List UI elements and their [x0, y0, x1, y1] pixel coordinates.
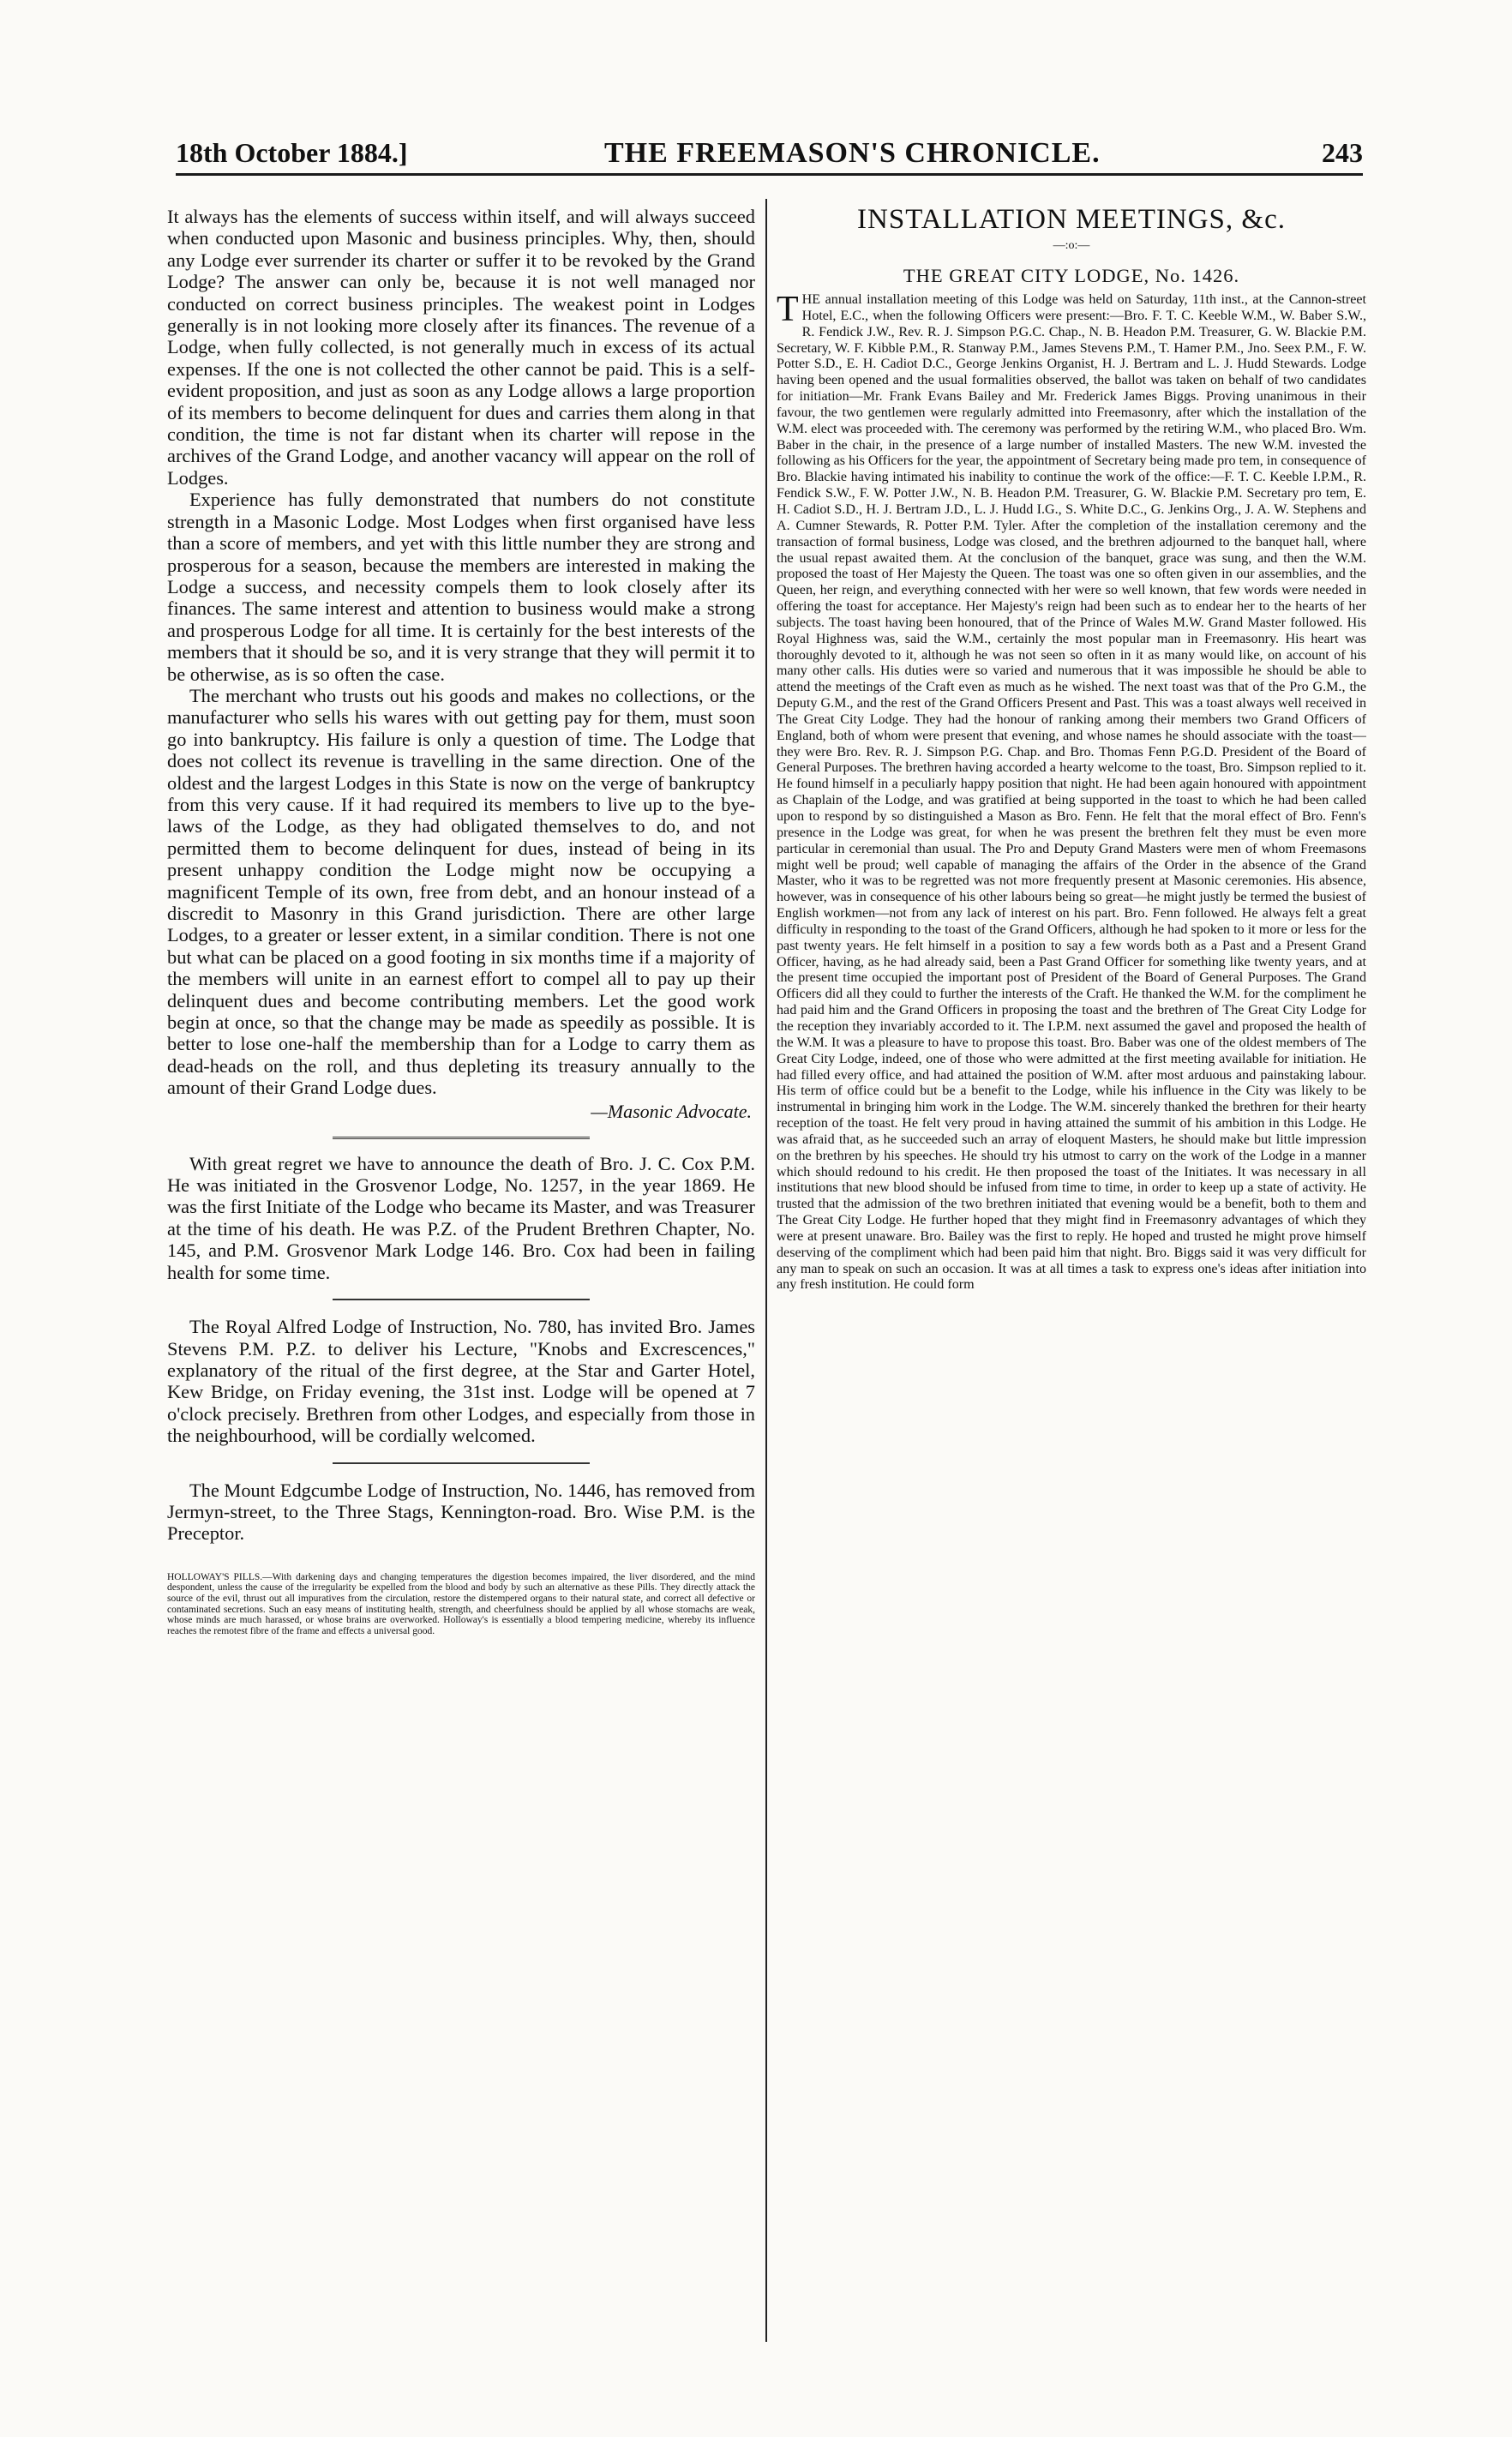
drop-cap: T — [777, 290, 799, 329]
page-header — [176, 137, 1363, 176]
lodge-subheading: THE GREAT CITY LODGE, No. 1426. — [903, 265, 1240, 286]
article-attribution: —Masonic Advocate. — [591, 1100, 752, 1122]
report-text: HE annual installation meeting of this Lodge was held on Saturday, 11th inst., at the Cannon-street Hotel, E.C., when the following Officers were present:—Bro. F. T. C. Keeble W.M., W. Baber S.W., R. Fendick J.W., Rev. R. J. Simpson P.G.C. Chap., N. B. Headon P.M. Treasurer, G. W. Blackie P.M. Secretary, W. F. Kibble P.M., R. Stanway P.M., James Stevens P.M., T. Hamer P.M., Jno. Seex P.M., F. W. Potter S.D., E. H. Cadiot D.C., George Jenkins Organist, H. J. Bertram and L. J. Hudd Stewards. Lodge having been opened and the usual formalities observed, the ballot was taken on behalf of two candidates for initiation—Mr. Frank Evans Bailey and Mr. Frederick James Biggs. Proving unanimous in their favour, the two gentlemen were regularly admitted into Freemasonry, after which the installation of the W.M. elect was proceeded with. The ceremony was performed by the retiring W.M., who placed Bro. Wm. Baber in the chair, in the presence of a large number of installed Masters. The new W.M. invested the following as his Officers for the year, the appointment of Secretary being made pro tem, in consequence of Bro. Blackie having intimated his inability to continue the work of the office:—F. T. C. Keeble I.P.M., R. Fendick S.W., F. W. Potter J.W., N. B. Headon P.M. Treasurer, G. W. Blackie P.M. Secretary pro tem, E. H. Cadiot S.D., H. J. Bertram J.D., L. J. Hudd I.G., S. White D.C., G. Jenkins Org., J. A. W. Stephens and A. Cumner Stewards, R. Potter P.M. Tyler. After the completion of the installation ceremony and the transaction of formal business, Lodge was closed, and the brethren adjourned to the banquet hall, where the usual repast awaited them. At the conclusion of the banquet, grace was sung, and then the W.M. proposed the toast of Her Majesty the Queen. The toast was one so often given in our assemblies, and the Queen, her reign, and everything connected with her were so well known, that few words were needed in offering the toast for acceptance. Her Majesty's reign had been such as to endear her to the hearts of her subjects. The toast having been honoured, that of the Prince of Wales M.W. Grand Master followed. His Royal Highness was, said the W.M., certainly the most popular man in Freemasonry. His heart was thoroughly devoted to it, although he was not seen so often in it as many would like, on account of his many other calls. His duties were so varied and numerous that it was impossible he should be able to attend the meetings of the Craft even as much as he wished. The next toast was that of the Pro G.M., the Deputy G.M., and the rest of the Grand Officers Present and Past. This was a toast always well received in The Great City Lodge. They had the honour of ranking among their members two Grand Officers of England, both of whom were present that evening, and whose names he should associate with the toast—they were Bro. Rev. R. J. Simpson P.G. Chap. and Bro. Thomas Fenn P.G.D. President of the Board of General Purposes. The brethren having accorded a hearty welcome to the toast, Bro. Simpson replied to it. He found himself in a peculiarly happy position that night. He had been again honoured with appointment as Chaplain of the Lodge, and was gratified at being supported in the toast to which he had been called upon to respond by so distinguished a Mason as Bro. Fenn. He felt that the moral effect of Bro. Fenn's presence in the Lodge was great, for when he was present the brethren felt they must be even more particular in ceremonial than usual. The Pro and Deputy Grand Masters were men of whom Freemasons might well be proud; well capable of managing the affairs of the Order in the absence of the Grand Master, who it was to be regretted was not more frequently present at Masonic ceremonies. His absence, however, was in consequence of his other labours being so great—he might justly be termed the busiest of English workmen—not from any lack of interest on his part. Bro. Fenn followed. He always felt a great difficulty in responding to the toast of the Grand Officers, although he had spoken to it more or less for the past twenty years. He felt himself in a position to say a few words both as a Past and a Present Grand Officer, having, as he had already said, been a Past Grand Officer for something like twenty years, and at the present time occupied the important post of President of the Board of General Purposes. The Grand Officers did all they could to further the interests of the Craft. He thanked the W.M. for the compliment he had paid him and the Grand Officers in proposing the toast and the brethren of The Great City Lodge for the reception they invariably accorded to it. The I.P.M. next assumed the gavel and proposed the health of the W.M. It was a pleasure to have to propose this toast. Bro. Baber was one of the oldest members of The Great City Lodge, indeed, one of those who were admitted at the first meeting available for initiation. He had filled every office, and had attained the position of W.M. after most arduous and painstaking labour. His term of office could but be a benefit to the Lodge, while his influence in the City was likely to be instrumental in bringing him work in the Lodge. The W.M. sincerely thanked the brethren for their hearty reception of the toast. He felt very proud in having attained the summit of his ambition in this Lodge. He was afraid that, as he succeeded such an array of eloquent Masters, he should make but little impression on the brethren by his speeches. He should try his utmost to carry on the work of the Lodge in a manner which should redound to his credit. He then proposed the toast of the Initiates. It was necessary in all institutions that new blood should be infused from time to time, in order to keep up a state of activity. He trusted that the admission of the two brethren initiated that evening would be a benefit, both to them and The Great City Lodge. He further hoped that they might find in Freemasonry advantages of which they were at present unaware. Bro. Bailey was the first to reply. He hoped and trusted he might prove himself deserving of the compliment which had been paid him that night. Bro. Biggs said it was very difficult for any man to speak on such an occasion. It was at all times a task to express one's ideas after initiation into any fresh institution. He could form — [777, 292, 1366, 1293]
obituary-paragraph: With great regret we have to announce the death of Bro. J. C. Cox P.M. He was initiated in the Grosvenor Lodge, No. 1257, in the year 1869. He was the first Initiate of the Lodge who became its Master, and was Treasurer at the time of his death. He was P.Z. of the Prudent Brethren Chapter, No. 145, and P.M. Grosvenor Mark Lodge 146. Bro. Cox had been in failing health for some time. — [167, 1152, 755, 1283]
section-heading: INSTALLATION MEETINGS, &c. — [857, 204, 1286, 235]
publication-title: THE FREEMASON'S CHRONICLE. — [604, 137, 1101, 169]
right-column — [777, 197, 1366, 2340]
report-paragraph — [777, 292, 1366, 1294]
section-divider — [333, 1299, 590, 1300]
article-paragraph: It always has the elements of success within itself, and will always succeed when conducted upon Masonic and business principles. Why, then, should any Lodge ever surrender its charter or suffer it to be revoked by the Grand Lodge? The answer can only be, because it is not well managed nor conducted on correct business principles. The weakest point in Lodges generally is in not looking more closely after its finances. The revenue of a Lodge, when fully collected, is not generally much in excess of its actual expenses. If the one is not collected the other cannot be paid. This is a self-evident proposition, and just as soon as any Lodge allows a large proportion of its members to become delinquent for dues and carries them along in that condition, the time is not far distant when its charter will repose in the archives of the Grand Lodge, and another vacancy will appear on the roll of Lodges. — [167, 206, 755, 489]
section-divider — [333, 1462, 590, 1464]
notice-paragraph: The Royal Alfred Lodge of Instruction, No. 780, has invited Bro. James Stevens P.M. P.Z. to deliver his Lecture, "Knobs and Excrescences," explanatory of the ritual of the first degree, at the Star and Garter Hotel, Kew Bridge, on Friday evening, the 31st inst. Lodge will be opened at 7 o'clock precisely. Brethren from other Lodges, and especially from those in the neighbourhood, will be cordially welcomed. — [167, 1316, 755, 1447]
section-divider — [167, 1123, 755, 1153]
column-rule — [765, 199, 767, 2342]
article-paragraph: Experience has fully demonstrated that numbers do not constitute strength in a Masonic Lodge. Most Lodges when first organised have less than a score of members, and yet with this little number they are strong and prosperous for a season, because the members are interested in making the Lodge a success, and necessity compels them to look closely after its finances. The same interest and attention to business would make a strong and prosperous Lodge for all time. It is certainly for the best interests of the members that it should be so, and it is very strange that they will permit it to be otherwise, as is so often the case. — [167, 489, 755, 685]
issue-date: 18th October 1884.] — [176, 137, 408, 168]
page-number: 243 — [1322, 137, 1363, 168]
heading-ornament: —:o:— — [1053, 239, 1090, 252]
advertisement-paragraph: HOLLOWAY'S PILLS.—With darkening days and changing temperatures the digestion becomes impaired, the liver disordered, and the mind despondent, unless the cause of the irregularity be expelled from the blood and body by such an alternative as these Pills. They directly attack the source of the evil, thrust out all impuratives from the circulation, restore the distempered organs to their natural state, and correct all defective or contaminated secretions. Such an easy means of instituting health, strength, and cheerfulness should be applied by all whose stomachs are weak, whose minds are much harassed, or whose brains are overworked. Holloway's is essentially a blood tempering medicine, whereby its influence reaches the remotest fibre of the frame and effects a universal good. — [167, 1571, 755, 1636]
left-column — [167, 206, 755, 2323]
article-paragraph: The merchant who trusts out his goods and makes no collections, or the manufacturer who sells his wares with out getting pay for them, must soon go into bankruptcy. His failure is only a question of time. The Lodge that does not collect its revenue is travelling in the same direction. One of the oldest and the largest Lodges in this State is now on the verge of bankruptcy from this very cause. If it had required its members to live up to the bye-laws of the Lodge, as they had obligated themselves to do, and not permitted them to become delinquent for dues, instead of being in its present unhappy condition the Lodge might now be occupying a magnificent Temple of its own, free from debt, and an honour instead of a discredit to Masonry in this Grand jurisdiction. There are other large Lodges, to a greater or lesser extent, in a similar condition. There is not one but what can be placed on a good footing in six months time if a majority of the members will unite in an earnest effort to compel all to pay up their delinquent dues and become contributing members. Let the good work begin at once, so that the change may be made as speedily as possible. It is better to lose one-half the membership than for a Lodge to carry them as dead-heads on the roll, and thus depleting its treasury annually to the amount of their Grand Lodge dues. — [167, 684, 755, 1099]
notice-paragraph: The Mount Edgcumbe Lodge of Instruction, No. 1446, has removed from Jermyn-street, to the Three Stags, Kennington-road. Bro. Wise P.M. is the Preceptor. — [167, 1479, 755, 1545]
